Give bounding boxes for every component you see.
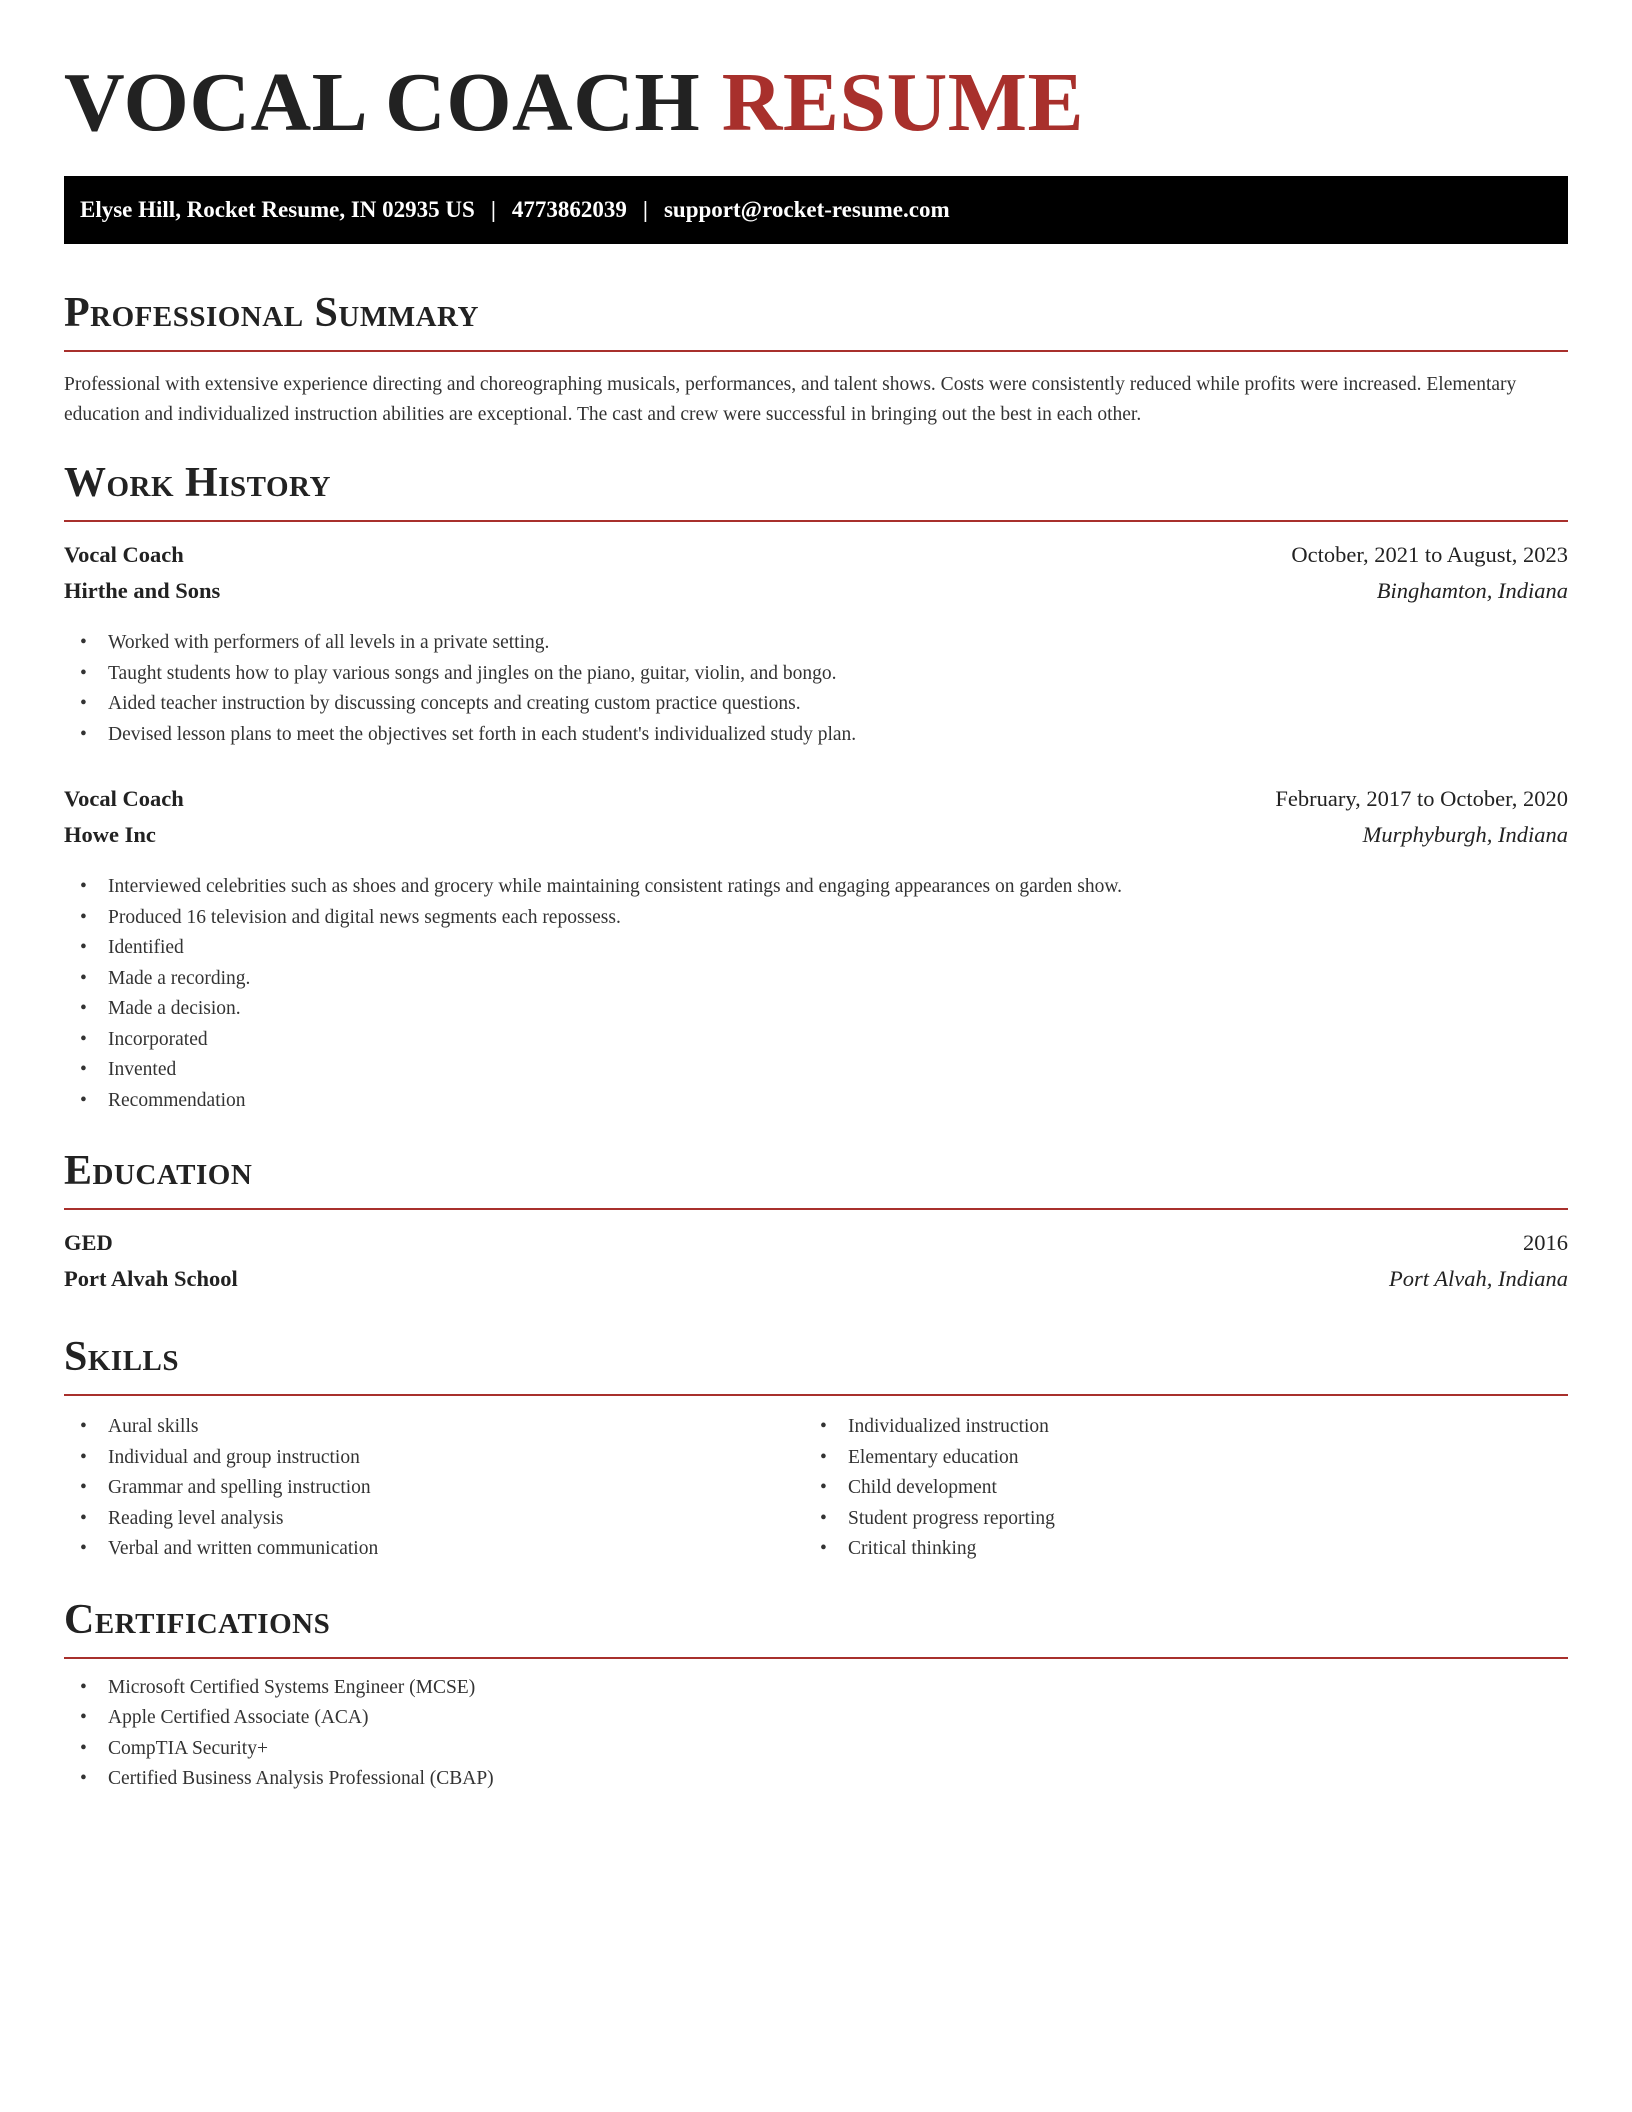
education-school-row <box>64 1266 1568 1302</box>
section-divider <box>64 520 1568 522</box>
job-location: Binghamton, Indiana <box>1376 578 1568 603</box>
resume-title <box>64 58 1568 148</box>
work-history-section <box>64 458 1568 1116</box>
education-degree-row <box>64 1230 1568 1266</box>
job-company: Howe Inc <box>64 822 156 847</box>
education-location: Port Alvah, Indiana <box>1389 1266 1568 1291</box>
education-section <box>64 1146 1568 1302</box>
contact-bar <box>64 176 1568 244</box>
job-header-row <box>64 786 1568 822</box>
job-company-row <box>64 578 1568 614</box>
list-item: • Individual and group instruction <box>80 1443 804 1474</box>
job-title: Vocal Coach <box>64 786 184 811</box>
list-item: • Verbal and written communication <box>80 1534 804 1565</box>
list-item: • Critical thinking <box>820 1534 1544 1565</box>
contact-address: Elyse Hill, Rocket Resume, IN 02935 US <box>80 197 475 222</box>
education-degree: GED <box>64 1230 113 1255</box>
contact-separator: | <box>642 197 648 222</box>
summary-section <box>64 288 1568 430</box>
job-location: Murphyburgh, Indiana <box>1362 822 1568 847</box>
section-divider <box>64 1657 1568 1659</box>
list-item: • Invented <box>80 1055 1568 1086</box>
job-entry <box>64 786 1568 1116</box>
contact-email: support@rocket-resume.com <box>663 197 950 222</box>
skills-section <box>64 1332 1568 1565</box>
section-divider <box>64 1208 1568 1210</box>
list-item: • Taught students how to play various songs and jingles on the piano, guitar, violin, and bongo. <box>80 659 1568 690</box>
education-year: 2016 <box>1523 1230 1568 1255</box>
section-heading: Skills <box>64 1334 180 1380</box>
job-dates: October, 2021 to August, 2023 <box>1291 542 1568 567</box>
contact-phone: 4773862039 <box>511 197 627 222</box>
job-dates: February, 2017 to October, 2020 <box>1275 786 1568 811</box>
certifications-section <box>64 1595 1568 1795</box>
title-main: VOCAL COACH <box>64 56 701 149</box>
section-divider <box>64 350 1568 352</box>
list-item: • Made a recording. <box>80 964 1568 995</box>
list-item: • Certified Business Analysis Professional (CBAP) <box>80 1764 1568 1795</box>
list-item: • Devised lesson plans to meet the objectives set forth in each student's individualized study plan. <box>80 720 1568 751</box>
skills-column-right <box>804 1412 1544 1565</box>
job-bullets <box>64 628 1568 750</box>
skills-column-left <box>64 1412 804 1565</box>
job-company-row <box>64 822 1568 858</box>
list-item: • Microsoft Certified Systems Engineer (MCSE) <box>80 1673 1568 1704</box>
skills-grid <box>64 1412 1568 1565</box>
list-item: • CompTIA Security+ <box>80 1734 1568 1765</box>
job-entry <box>64 542 1568 750</box>
list-item: • Individualized instruction <box>820 1412 1544 1443</box>
job-title: Vocal Coach <box>64 542 184 567</box>
title-accent: RESUME <box>721 56 1085 149</box>
list-item: • Produced 16 television and digital news segments each repossess. <box>80 903 1568 934</box>
list-item: • Grammar and spelling instruction <box>80 1473 804 1504</box>
list-item: • Worked with performers of all levels in a private setting. <box>80 628 1568 659</box>
list-item: • Aural skills <box>80 1412 804 1443</box>
certifications-list <box>64 1673 1568 1795</box>
list-item: • Child development <box>820 1473 1544 1504</box>
list-item: • Student progress reporting <box>820 1504 1544 1535</box>
list-item: • Reading level analysis <box>80 1504 804 1535</box>
resume-page <box>64 0 1568 1795</box>
job-header-row <box>64 542 1568 578</box>
list-item: • Interviewed celebrities such as shoes and grocery while maintaining consistent ratings and engaging appearances on garden show. <box>80 872 1568 903</box>
list-item: • Recommendation <box>80 1086 1568 1117</box>
education-entry <box>64 1230 1568 1302</box>
list-item: • Aided teacher instruction by discussing concepts and creating custom practice questions. <box>80 689 1568 720</box>
job-company: Hirthe and Sons <box>64 578 221 603</box>
contact-separator: | <box>490 197 496 222</box>
list-item: • Identified <box>80 933 1568 964</box>
job-bullets <box>64 872 1568 1116</box>
section-divider <box>64 1394 1568 1396</box>
education-school: Port Alvah School <box>64 1266 238 1291</box>
summary-text: Professional with extensive experience directing and choreographing musicals, performances, and talent shows. Costs were consistently reduced while profits were increased. Elementary education and individualized instruction abilities are exceptional. The cast and crew were successful in bringing out the best in each other. <box>64 374 1517 425</box>
section-heading: Professional Summary <box>64 290 479 336</box>
section-heading: Education <box>64 1148 253 1194</box>
section-heading: Work History <box>64 460 331 506</box>
list-item: • Incorporated <box>80 1025 1568 1056</box>
list-item: • Elementary education <box>820 1443 1544 1474</box>
section-heading: Certifications <box>64 1596 331 1643</box>
list-item: • Apple Certified Associate (ACA) <box>80 1703 1568 1734</box>
list-item: • Made a decision. <box>80 994 1568 1025</box>
